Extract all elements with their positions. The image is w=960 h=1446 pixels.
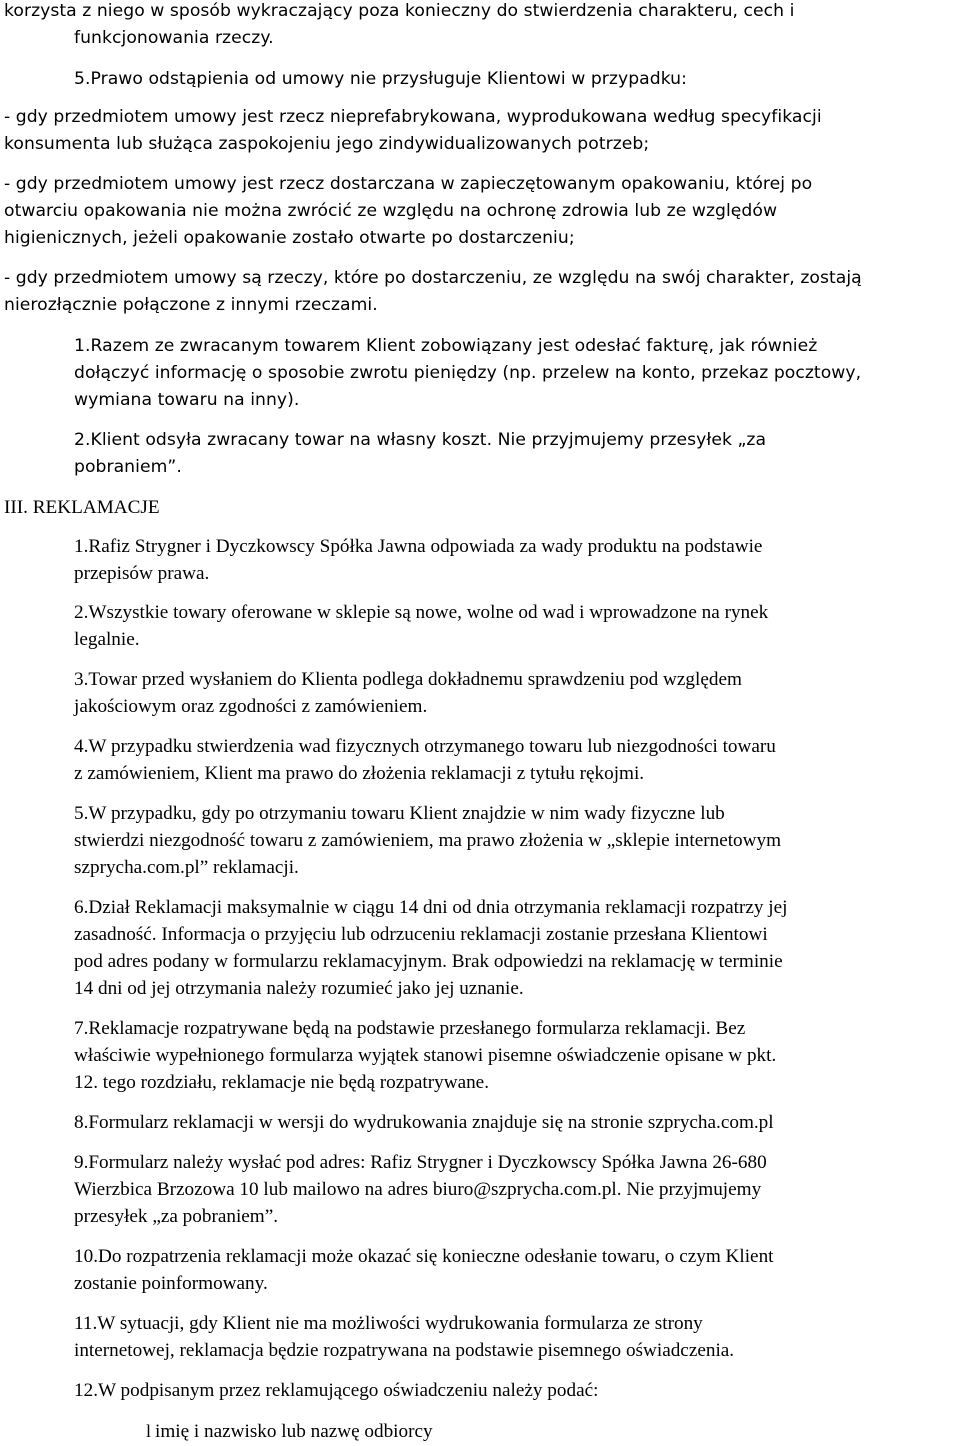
complaint-11-line-1: 11.W sytuacji, gdy Klient nie ma możliwości wydrukowania formularza ze strony <box>74 1313 703 1334</box>
complaint-9-line-1: 9.Formularz należy wysłać pod adres: Rafiz Strygner i Dyczkowscy Spółka Jawna 26-680 <box>74 1152 767 1173</box>
exception-3-line-2: nierozłącznie połączone z innymi rzeczami. <box>4 295 378 315</box>
complaint-1-line-1: 1.Rafiz Strygner i Dyczkowscy Spółka Jawna odpowiada za wady produktu na podstawie <box>74 536 763 557</box>
return-point-2-line-2: pobraniem”. <box>74 457 182 477</box>
return-point-1-line-2: dołączyć informację o sposobie zwrotu pieniędzy (np. przelew na konto, przekaz pocztowy, <box>74 363 862 383</box>
complaint-2-line-1: 2.Wszystkie towary oferowane w sklepie są nowe, wolne od wad i wprowadzone na rynek <box>74 602 769 623</box>
complaint-9-line-2: Wierzbica Brzozowa 10 lub mailowo na adres biuro@szprycha.com.pl. Nie przyjmujemy <box>74 1179 762 1200</box>
bullet-glyph: l <box>146 1421 152 1441</box>
complaint-5-line-1: 5.W przypadku, gdy po otrzymaniu towaru Klient znajdzie w nim wady fizyczne lub <box>74 803 725 824</box>
complaint-1-line-2: przepisów prawa. <box>74 563 210 584</box>
complaint-7-line-3: 12. tego rozdziału, reklamacje nie będą rozpatrywane. <box>74 1072 489 1093</box>
complaint-12-line-1: 12.W podpisanym przez reklamującego oświadczeniu należy podać: <box>74 1380 599 1401</box>
exception-2-line-1: - gdy przedmiotem umowy jest rzecz dostarczana w zapieczętowanym opakowaniu, której po <box>4 174 813 194</box>
complaint-6-line-2: zasadność. Informacja o przyjęciu lub odrzuceniu reklamacji zostanie przesłana Klientowi <box>74 924 768 945</box>
complaint-6-line-1: 6.Dział Reklamacji maksymalnie w ciągu 14 dni od dnia otrzymania reklamacji rozpatrzy jej <box>74 897 788 918</box>
complaint-5-line-3: szprycha.com.pl” reklamacji. <box>74 857 299 878</box>
section-heading-reklamacje: III. REKLAMACJE <box>4 497 160 518</box>
complaint-10-line-2: zostanie poinformowany. <box>74 1273 268 1294</box>
exception-2-line-3: higienicznych, jeżeli opakowanie zostało otwarte po dostarczeniu; <box>4 228 575 248</box>
complaint-6-line-4: 14 dni od jej otrzymania należy rozumieć jako jej uznanie. <box>74 978 524 999</box>
intro-line-2: funkcjonowania rzeczy. <box>74 28 274 48</box>
return-point-1-line-1: 1.Razem ze zwracanym towarem Klient zobowiązany jest odesłać fakturę, jak również <box>74 336 818 356</box>
exception-2-line-2: otwarciu opakowania nie można zwrócić ze względu na ochronę zdrowia lub ze względów <box>4 201 778 221</box>
bullet-list-item <box>146 1418 433 1445</box>
complaint-6-line-3: pod adres podany w formularzu reklamacyjnym. Brak odpowiedzi na reklamację w terminie <box>74 951 783 972</box>
return-point-1-line-3: wymiana towaru na inny). <box>74 390 300 410</box>
complaint-4-line-2: z zamówieniem, Klient ma prawo do złożenia reklamacji z tytułu rękojmi. <box>74 763 645 784</box>
complaint-3-line-2: jakościowym oraz zgodności z zamówieniem. <box>74 696 428 717</box>
complaint-5-line-2: stwierdzi niezgodność towaru z zamówieniem, ma prawo złożenia w „sklepie internetowym <box>74 830 782 851</box>
complaint-11-line-2: internetowej, reklamacja będzie rozpatrywana na podstawie pisemnego oświadczenia. <box>74 1340 735 1361</box>
complaint-7-line-2: właściwie wypełnionego formularza wyjątek stanowi pisemne oświadczenie opisane w pkt. <box>74 1045 777 1066</box>
intro-line-1: korzysta z niego w sposób wykraczający poza konieczny do stwierdzenia charakteru, cech i <box>4 1 795 21</box>
complaint-10-line-1: 10.Do rozpatrzenia reklamacji może okazać się konieczne odesłanie towaru, o czym Klient <box>74 1246 774 1267</box>
exception-3-line-1: - gdy przedmiotem umowy są rzeczy, które po dostarczeniu, ze względu na swój charakter, zostają <box>4 268 862 288</box>
complaint-8-line-1: 8.Formularz reklamacji w wersji do wydrukowania znajduje się na stronie szprycha.com.pl <box>74 1112 774 1133</box>
complaint-9-line-3: przesyłek „za pobraniem”. <box>74 1206 279 1227</box>
complaint-3-line-1: 3.Towar przed wysłaniem do Klienta podlega dokładnemu sprawdzeniu pod względem <box>74 669 742 690</box>
complaint-2-line-2: legalnie. <box>74 629 140 650</box>
exception-1-line-2: konsumenta lub służąca zaspokojeniu jego zindywidualizowanych potrzeb; <box>4 134 650 154</box>
exception-1-line-1: - gdy przedmiotem umowy jest rzecz nieprefabrykowana, wyprodukowana według specyfikacji <box>4 107 822 127</box>
return-point-2-line-1: 2.Klient odsyła zwracany towar na własny koszt. Nie przyjmujemy przesyłek „za <box>74 430 767 450</box>
bullet-item-text: imię i nazwisko lub nazwę odbiorcy <box>155 1421 433 1442</box>
complaint-7-line-1: 7.Reklamacje rozpatrywane będą na podstawie przesłanego formularza reklamacji. Bez <box>74 1018 746 1039</box>
withdrawal-exceptions-title: 5.Prawo odstąpienia od umowy nie przysługuje Klientowi w przypadku: <box>74 69 687 89</box>
complaint-4-line-1: 4.W przypadku stwierdzenia wad fizycznych otrzymanego towaru lub niezgodności towaru <box>74 736 776 757</box>
